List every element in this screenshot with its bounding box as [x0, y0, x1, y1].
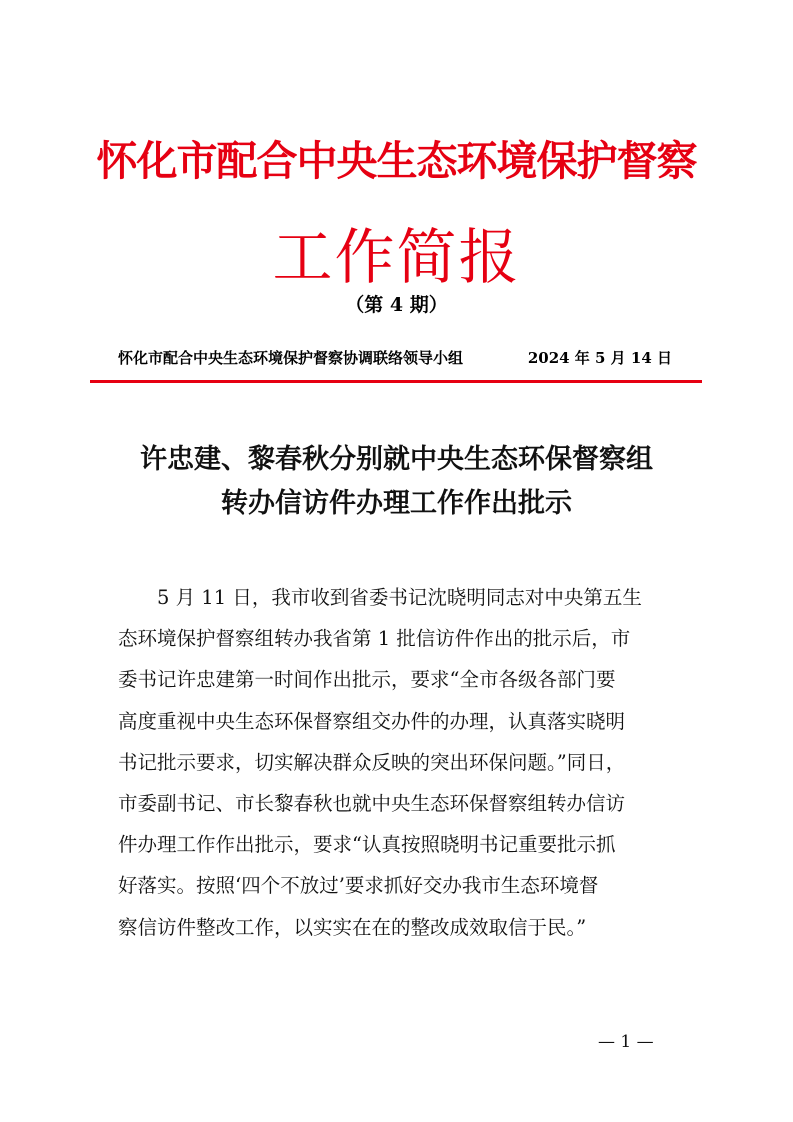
- article-body: [118, 577, 676, 948]
- issuer-row: [118, 347, 672, 373]
- issue-date: 2024 年 5 月 14 日: [527, 349, 672, 367]
- masthead-subtitle: 工作简报: [272, 223, 521, 293]
- body-line: 件办理工作作出批示，要求“认真按照晓明书记重要批示抓: [118, 833, 616, 857]
- body-line: 态环境保护督察组转办我省第 1 批信访件作出的批示后，市: [118, 627, 631, 651]
- page-number: — 1 —: [598, 1032, 654, 1052]
- body-line: 委书记许忠建第一时间作出批示，要求“全市各级各部门要: [118, 668, 616, 692]
- issue-number: （第 4 期）: [345, 294, 448, 316]
- article-title-line: 转办信访件办理工作作出批示: [221, 488, 572, 519]
- body-line: 好落实。按照‘四个不放过’要求抓好交办我市生态环境督: [118, 874, 599, 898]
- body-line: 书记批示要求，切实解决群众反映的突出环保问题。”同日，: [118, 750, 626, 774]
- article-title: [0, 438, 793, 526]
- article-title-line: 许忠建、黎春秋分别就中央生态环保督察组: [140, 444, 653, 475]
- issuing-organization: 怀化市配合中央生态环境保护督察协调联络领导小组: [118, 349, 464, 367]
- body-line: 察信访件整改工作，以实实在在的整改成效取信于民。”: [118, 915, 587, 939]
- masthead-title: 怀化市配合中央生态环境保护督察: [96, 137, 697, 185]
- red-divider-rule: [90, 380, 702, 383]
- body-line: 高度重视中央生态环保督察组交办件的办理，认真落实晓明: [118, 709, 626, 733]
- body-line: 5 月 11 日，我市收到省委书记沈晓明同志对中央第五生: [118, 586, 642, 609]
- body-line: 市委副书记、市长黎春秋也就中央生态环保督察组转办信访: [118, 791, 626, 815]
